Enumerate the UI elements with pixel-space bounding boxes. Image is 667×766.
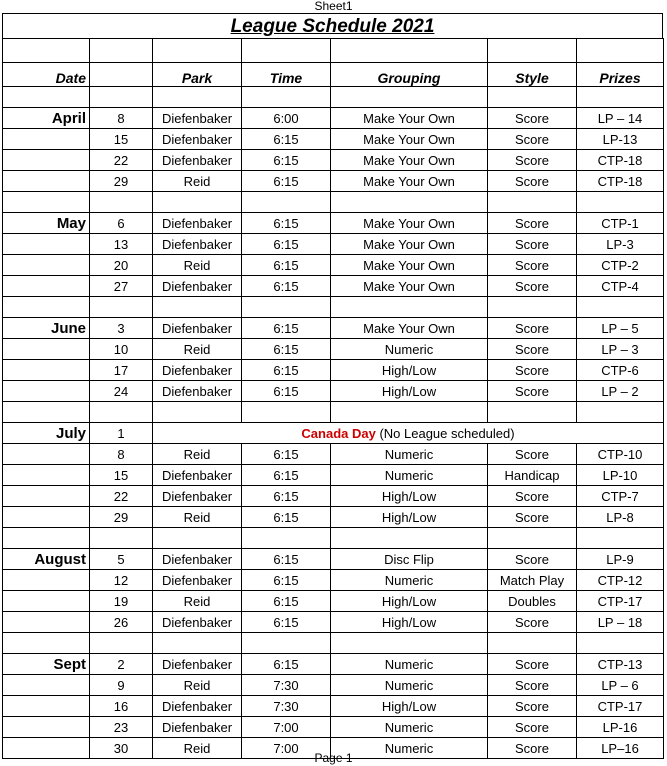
- time-cell: 6:15: [242, 507, 331, 528]
- blank-row: [3, 87, 664, 108]
- blank-cell: [242, 192, 331, 213]
- blank-cell: [242, 528, 331, 549]
- park-cell: Diefenbaker: [153, 654, 242, 675]
- blank-cell: [331, 633, 488, 654]
- blank-cell: [90, 402, 153, 423]
- time-cell: 6:15: [242, 255, 331, 276]
- blank-row: [3, 297, 664, 318]
- holiday-name: Canada Day: [301, 425, 376, 441]
- time-cell: 6:15: [242, 276, 331, 297]
- style-cell: Score: [488, 213, 577, 234]
- grouping-cell: High/Low: [331, 360, 488, 381]
- park-cell: Reid: [153, 675, 242, 696]
- day-cell: 17: [90, 360, 153, 381]
- blank-cell: [488, 297, 577, 318]
- prizes-cell: CTP-17: [577, 591, 664, 612]
- blank-cell: [3, 633, 90, 654]
- schedule-row: [3, 129, 664, 150]
- month-label: May: [3, 213, 90, 234]
- schedule-row: [3, 108, 664, 129]
- park-cell: Diefenbaker: [153, 570, 242, 591]
- park-cell: Diefenbaker: [153, 129, 242, 150]
- grouping-cell: High/Low: [331, 507, 488, 528]
- schedule-row: [3, 675, 664, 696]
- time-cell: 6:15: [242, 444, 331, 465]
- header-time: Time: [242, 63, 331, 87]
- day-cell: 23: [90, 717, 153, 738]
- prizes-cell: CTP-4: [577, 276, 664, 297]
- grouping-cell: Make Your Own: [331, 213, 488, 234]
- header-row: [3, 63, 664, 87]
- prizes-cell: CTP-6: [577, 360, 664, 381]
- prizes-cell: CTP-18: [577, 171, 664, 192]
- style-cell: Score: [488, 507, 577, 528]
- grouping-cell: Make Your Own: [331, 129, 488, 150]
- style-cell: Score: [488, 696, 577, 717]
- style-cell: Score: [488, 339, 577, 360]
- blank-cell: [153, 402, 242, 423]
- holiday-note: (No League scheduled): [375, 425, 515, 441]
- time-cell: 6:15: [242, 591, 331, 612]
- schedule-row: [3, 717, 664, 738]
- blank-cell: [577, 39, 664, 63]
- blank-cell: [242, 87, 331, 108]
- blank-cell: [90, 528, 153, 549]
- schedule-row: [3, 234, 664, 255]
- blank-cell: [153, 528, 242, 549]
- day-cell: 27: [90, 276, 153, 297]
- park-cell: Reid: [153, 591, 242, 612]
- park-cell: Reid: [153, 507, 242, 528]
- day-cell: 22: [90, 486, 153, 507]
- prizes-cell: CTP-2: [577, 255, 664, 276]
- day-cell: 19: [90, 591, 153, 612]
- style-cell: Match Play: [488, 570, 577, 591]
- blank-cell: [242, 39, 331, 63]
- time-cell: 6:15: [242, 171, 331, 192]
- prizes-cell: LP-8: [577, 507, 664, 528]
- month-label: [3, 444, 90, 465]
- grouping-cell: Numeric: [331, 654, 488, 675]
- schedule-row: [3, 654, 664, 675]
- month-label: [3, 465, 90, 486]
- grouping-cell: Numeric: [331, 570, 488, 591]
- style-cell: Score: [488, 171, 577, 192]
- month-label: [3, 276, 90, 297]
- park-cell: Reid: [153, 444, 242, 465]
- prizes-cell: LP – 18: [577, 612, 664, 633]
- month-label: [3, 255, 90, 276]
- prizes-cell: LP – 6: [577, 675, 664, 696]
- grouping-cell: Numeric: [331, 444, 488, 465]
- schedule-row: [3, 570, 664, 591]
- page-title: League Schedule 2021: [2, 13, 663, 38]
- style-cell: Score: [488, 108, 577, 129]
- day-cell: 24: [90, 381, 153, 402]
- blank-cell: [3, 528, 90, 549]
- month-label: [3, 570, 90, 591]
- style-cell: Score: [488, 234, 577, 255]
- park-cell: Diefenbaker: [153, 696, 242, 717]
- blank-cell: [577, 402, 664, 423]
- grouping-cell: Make Your Own: [331, 234, 488, 255]
- blank-cell: [242, 633, 331, 654]
- prizes-cell: LP – 14: [577, 108, 664, 129]
- sheet-label: Sheet1: [314, 0, 353, 13]
- park-cell: Reid: [153, 738, 242, 759]
- month-label: June: [3, 318, 90, 339]
- blank-cell: [3, 297, 90, 318]
- schedule-row: [3, 255, 664, 276]
- schedule-row: [3, 360, 664, 381]
- day-cell: 3: [90, 318, 153, 339]
- day-cell: 26: [90, 612, 153, 633]
- time-cell: 7:30: [242, 675, 331, 696]
- blank-cell: [331, 192, 488, 213]
- schedule-row: [3, 276, 664, 297]
- time-cell: 6:15: [242, 465, 331, 486]
- grouping-cell: Disc Flip: [331, 549, 488, 570]
- time-cell: 6:15: [242, 612, 331, 633]
- time-cell: 6:15: [242, 318, 331, 339]
- prizes-cell: LP–16: [577, 738, 664, 759]
- prizes-cell: CTP-12: [577, 570, 664, 591]
- blank-cell: [577, 192, 664, 213]
- blank-cell: [242, 402, 331, 423]
- grouping-cell: High/Low: [331, 591, 488, 612]
- month-label: [3, 612, 90, 633]
- month-label: [3, 171, 90, 192]
- blank-cell: [153, 633, 242, 654]
- day-cell: 15: [90, 129, 153, 150]
- blank-row: [3, 528, 664, 549]
- time-cell: 6:15: [242, 570, 331, 591]
- prizes-cell: CTP-13: [577, 654, 664, 675]
- blank-cell: [331, 87, 488, 108]
- month-label: [3, 381, 90, 402]
- month-label: [3, 360, 90, 381]
- schedule-row: [3, 381, 664, 402]
- month-label: Sept: [3, 654, 90, 675]
- style-cell: Score: [488, 360, 577, 381]
- grouping-cell: High/Low: [331, 696, 488, 717]
- holiday-cell: [153, 423, 664, 444]
- prizes-cell: LP – 5: [577, 318, 664, 339]
- month-label: August: [3, 549, 90, 570]
- park-cell: Diefenbaker: [153, 717, 242, 738]
- blank-cell: [331, 39, 488, 63]
- header-park: Park: [153, 63, 242, 87]
- style-cell: Score: [488, 276, 577, 297]
- schedule-row: [3, 696, 664, 717]
- day-cell: 8: [90, 444, 153, 465]
- style-cell: Score: [488, 549, 577, 570]
- blank-cell: [90, 87, 153, 108]
- prizes-cell: LP-13: [577, 129, 664, 150]
- grouping-cell: High/Low: [331, 612, 488, 633]
- blank-cell: [90, 192, 153, 213]
- prizes-cell: CTP-1: [577, 213, 664, 234]
- grouping-cell: Make Your Own: [331, 171, 488, 192]
- header-day: [90, 63, 153, 87]
- month-label: April: [3, 108, 90, 129]
- day-cell: 6: [90, 213, 153, 234]
- grouping-cell: Make Your Own: [331, 318, 488, 339]
- schedule-row: [3, 213, 664, 234]
- blank-cell: [488, 39, 577, 63]
- schedule-row: [3, 465, 664, 486]
- time-cell: 6:15: [242, 339, 331, 360]
- grouping-cell: Make Your Own: [331, 276, 488, 297]
- park-cell: Reid: [153, 255, 242, 276]
- time-cell: 6:15: [242, 360, 331, 381]
- time-cell: 6:15: [242, 549, 331, 570]
- schedule-row: [3, 423, 664, 444]
- grouping-cell: Numeric: [331, 339, 488, 360]
- month-label: [3, 675, 90, 696]
- schedule-row: [3, 444, 664, 465]
- park-cell: Diefenbaker: [153, 549, 242, 570]
- park-cell: Diefenbaker: [153, 360, 242, 381]
- park-cell: Diefenbaker: [153, 486, 242, 507]
- style-cell: Score: [488, 717, 577, 738]
- blank-row: [3, 633, 664, 654]
- prizes-cell: CTP-10: [577, 444, 664, 465]
- day-cell: 29: [90, 171, 153, 192]
- blank-row: [3, 39, 664, 63]
- style-cell: Score: [488, 381, 577, 402]
- day-cell: 9: [90, 675, 153, 696]
- grouping-cell: Make Your Own: [331, 255, 488, 276]
- park-cell: Diefenbaker: [153, 381, 242, 402]
- month-label: [3, 696, 90, 717]
- time-cell: 7:00: [242, 717, 331, 738]
- blank-row: [3, 192, 664, 213]
- time-cell: 6:15: [242, 654, 331, 675]
- grouping-cell: High/Low: [331, 486, 488, 507]
- blank-cell: [488, 633, 577, 654]
- grouping-cell: High/Low: [331, 381, 488, 402]
- blank-cell: [3, 87, 90, 108]
- style-cell: Score: [488, 129, 577, 150]
- time-cell: 6:15: [242, 129, 331, 150]
- prizes-cell: CTP-18: [577, 150, 664, 171]
- month-label: [3, 339, 90, 360]
- grouping-cell: Numeric: [331, 465, 488, 486]
- day-cell: 10: [90, 339, 153, 360]
- park-cell: Reid: [153, 339, 242, 360]
- time-cell: 6:15: [242, 213, 331, 234]
- style-cell: Score: [488, 318, 577, 339]
- blank-cell: [577, 633, 664, 654]
- prizes-cell: LP-9: [577, 549, 664, 570]
- style-cell: Handicap: [488, 465, 577, 486]
- page-footer: Page 1: [314, 751, 353, 765]
- day-cell: 20: [90, 255, 153, 276]
- time-cell: 6:15: [242, 486, 331, 507]
- time-cell: 7:00: [242, 738, 331, 759]
- schedule-row: [3, 318, 664, 339]
- schedule-row: [3, 549, 664, 570]
- blank-cell: [577, 297, 664, 318]
- blank-cell: [90, 633, 153, 654]
- blank-cell: [153, 39, 242, 63]
- month-label: [3, 717, 90, 738]
- prizes-cell: LP-3: [577, 234, 664, 255]
- style-cell: Score: [488, 612, 577, 633]
- park-cell: Diefenbaker: [153, 276, 242, 297]
- schedule-row: [3, 339, 664, 360]
- schedule-row: [3, 150, 664, 171]
- blank-cell: [331, 402, 488, 423]
- blank-cell: [488, 87, 577, 108]
- prizes-cell: LP – 2: [577, 381, 664, 402]
- blank-cell: [577, 87, 664, 108]
- grouping-cell: Numeric: [331, 675, 488, 696]
- blank-cell: [331, 297, 488, 318]
- blank-cell: [488, 528, 577, 549]
- style-cell: Score: [488, 675, 577, 696]
- style-cell: Score: [488, 444, 577, 465]
- header-style: Style: [488, 63, 577, 87]
- month-label: [3, 591, 90, 612]
- blank-cell: [331, 528, 488, 549]
- month-label: July: [3, 423, 90, 444]
- header-prizes: Prizes: [577, 63, 664, 87]
- prizes-cell: CTP-7: [577, 486, 664, 507]
- time-cell: 6:00: [242, 108, 331, 129]
- park-cell: Diefenbaker: [153, 213, 242, 234]
- blank-cell: [3, 39, 90, 63]
- blank-cell: [242, 297, 331, 318]
- prizes-cell: LP – 3: [577, 339, 664, 360]
- prizes-cell: LP-16: [577, 717, 664, 738]
- day-cell: 1: [90, 423, 153, 444]
- style-cell: Score: [488, 738, 577, 759]
- park-cell: Diefenbaker: [153, 234, 242, 255]
- schedule-table: [2, 38, 664, 759]
- schedule-row: [3, 591, 664, 612]
- day-cell: 13: [90, 234, 153, 255]
- grouping-cell: Numeric: [331, 717, 488, 738]
- header-date: Date: [3, 63, 90, 87]
- month-label: [3, 150, 90, 171]
- style-cell: Score: [488, 150, 577, 171]
- blank-cell: [488, 192, 577, 213]
- month-label: [3, 486, 90, 507]
- blank-cell: [577, 528, 664, 549]
- time-cell: 6:15: [242, 234, 331, 255]
- park-cell: Diefenbaker: [153, 108, 242, 129]
- blank-cell: [153, 192, 242, 213]
- style-cell: Score: [488, 255, 577, 276]
- blank-cell: [3, 192, 90, 213]
- style-cell: Score: [488, 654, 577, 675]
- day-cell: 5: [90, 549, 153, 570]
- day-cell: 8: [90, 108, 153, 129]
- grouping-cell: Make Your Own: [331, 150, 488, 171]
- prizes-cell: LP-10: [577, 465, 664, 486]
- park-cell: Diefenbaker: [153, 150, 242, 171]
- blank-cell: [90, 297, 153, 318]
- day-cell: 2: [90, 654, 153, 675]
- schedule-row: [3, 171, 664, 192]
- schedule-row: [3, 612, 664, 633]
- blank-cell: [153, 87, 242, 108]
- style-cell: Score: [488, 486, 577, 507]
- day-cell: 16: [90, 696, 153, 717]
- day-cell: 12: [90, 570, 153, 591]
- schedule-row: [3, 507, 664, 528]
- day-cell: 15: [90, 465, 153, 486]
- month-label: [3, 234, 90, 255]
- day-cell: 22: [90, 150, 153, 171]
- style-cell: Doubles: [488, 591, 577, 612]
- park-cell: Diefenbaker: [153, 465, 242, 486]
- header-grouping: Grouping: [331, 63, 488, 87]
- blank-row: [3, 402, 664, 423]
- grouping-cell: Numeric: [331, 738, 488, 759]
- month-label: [3, 129, 90, 150]
- day-cell: 29: [90, 507, 153, 528]
- schedule-row: [3, 486, 664, 507]
- park-cell: Diefenbaker: [153, 318, 242, 339]
- blank-cell: [488, 402, 577, 423]
- blank-cell: [153, 297, 242, 318]
- park-cell: Reid: [153, 171, 242, 192]
- blank-cell: [3, 402, 90, 423]
- park-cell: Diefenbaker: [153, 612, 242, 633]
- time-cell: 6:15: [242, 381, 331, 402]
- month-label: [3, 507, 90, 528]
- time-cell: 7:30: [242, 696, 331, 717]
- prizes-cell: CTP-17: [577, 696, 664, 717]
- grouping-cell: Make Your Own: [331, 108, 488, 129]
- blank-cell: [90, 39, 153, 63]
- day-cell: 30: [90, 738, 153, 759]
- time-cell: 6:15: [242, 150, 331, 171]
